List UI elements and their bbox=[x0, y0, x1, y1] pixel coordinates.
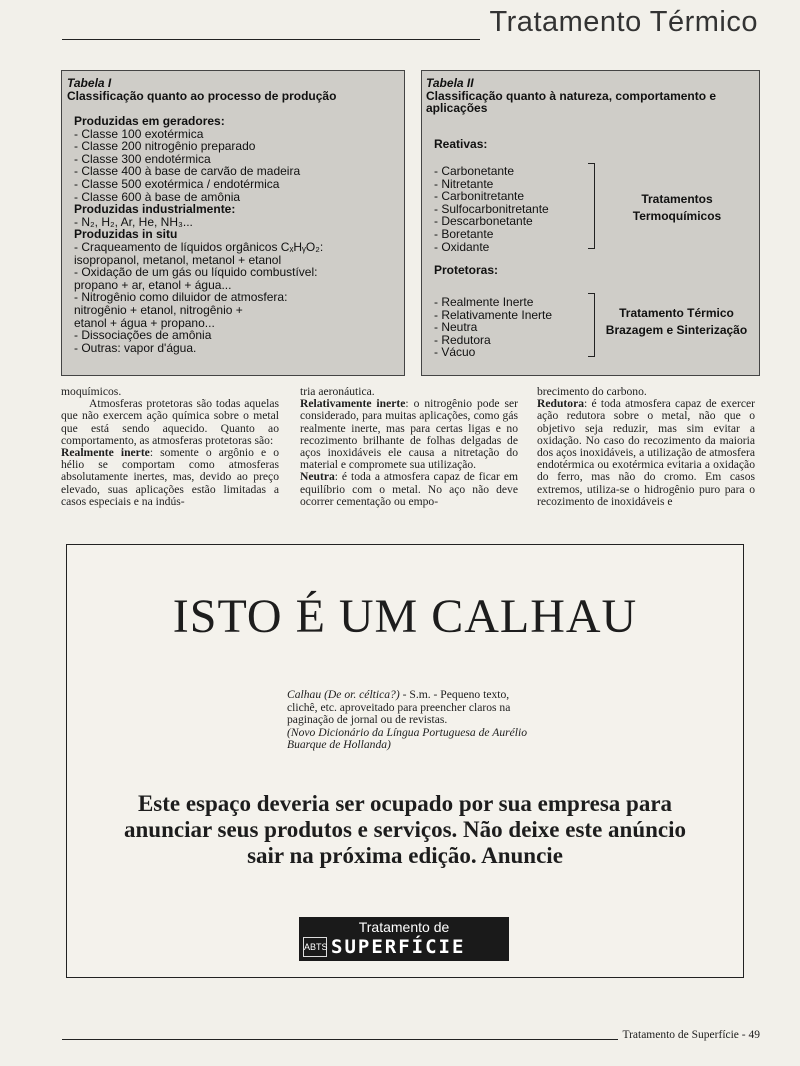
table-1-line: nitrogênio + etanol, nitrogênio + bbox=[74, 302, 243, 317]
reativas-item: - Oxidante bbox=[434, 239, 490, 254]
table-1-line: isopropanol, metanol, metanol + etanol bbox=[74, 252, 282, 267]
col2-p3-text: : é toda a atmosfera capaz de ficar em equilíbrio com o metal. No aço não deve ocorrer cementação ou empo- bbox=[300, 470, 518, 508]
ad-def-word: Calhau bbox=[287, 688, 322, 701]
ad-definition-text bbox=[287, 689, 531, 727]
ad-def-source: (Novo Dicionário da Língua Portuguesa de Aurélio Buarque de Hollanda) bbox=[287, 725, 528, 751]
col2-term-1: Relativamente inerte bbox=[300, 397, 406, 411]
table-1-line: - Outras: vapor d'água. bbox=[74, 340, 197, 355]
protetoras-label: Protetoras: bbox=[434, 263, 499, 277]
reativas-item: - Sulfocarbonitretante bbox=[434, 201, 549, 216]
col3-p2 bbox=[537, 398, 755, 508]
protetoras-item: - Relativamente Inerte bbox=[434, 307, 553, 322]
text-column-3 bbox=[537, 386, 755, 508]
table-2 bbox=[421, 70, 760, 376]
reativas-group bbox=[602, 191, 752, 225]
table-1-line: - Oxidação de um gás ou líquido combustível: bbox=[74, 265, 318, 280]
protetoras-item: - Vácuo bbox=[434, 345, 476, 360]
table-1 bbox=[61, 70, 405, 376]
col1-p3 bbox=[61, 447, 279, 508]
table-1-line: - Classe 400 à base de carvão de madeira bbox=[74, 164, 301, 179]
col1-p3-text: : somente o argônio e o hélio se comportam como atmosferas absolutamente inertes, mas, devido ao preço elevado, suas aplicações estão limitadas a casos especiais e na indús- bbox=[61, 446, 279, 508]
table-1-line: - Classe 100 exotérmica bbox=[74, 126, 204, 141]
table-1-line: propano + ar, etanol + água... bbox=[74, 277, 232, 292]
table-1-line: Produzidas em geradores: bbox=[74, 114, 225, 128]
table-1-line: - Classe 600 à base de amônia bbox=[74, 189, 241, 204]
table-1-line: - N₂, H₂, Ar, He, NH₃... bbox=[74, 214, 193, 229]
ad-title: ISTO É UM CALHAU bbox=[172, 590, 638, 643]
ad-message: Este espaço deveria ser ocupado por sua empresa para anunciar seus produtos e serviços. Não deixe este anúncio sair na próxima edição. Anuncie bbox=[123, 791, 687, 868]
table-1-line: - Craqueamento de líquidos orgânicos CₓHᵧO₂: bbox=[74, 239, 324, 254]
table-1-line: - Classe 500 exotérmica / endotérmica bbox=[74, 176, 280, 191]
reativas-item: - Boretante bbox=[434, 226, 494, 241]
logo-brand: SUPERFÍCIE bbox=[331, 936, 466, 958]
reativas-group-line-2: Termoquímicos bbox=[632, 209, 722, 223]
col3-term: Redutora bbox=[537, 397, 585, 411]
table-1-line: etanol + água + propano... bbox=[74, 315, 215, 330]
superficie-logo bbox=[299, 917, 509, 961]
reativas-item: - Nitretante bbox=[434, 176, 494, 191]
col1-p1: moquímicos. bbox=[61, 385, 122, 398]
protetoras-item: - Redutora bbox=[434, 332, 491, 347]
protetoras-group-line-1: Tratamento Térmico bbox=[619, 306, 734, 320]
col2-p3 bbox=[300, 471, 518, 508]
logo-top-text: Tratamento de bbox=[358, 919, 450, 935]
table-2-caption: Tabela II bbox=[426, 76, 474, 90]
col1-p2: Atmosferas protetoras são todas aquelas que não exercem ação química sobre o metal que está sendo aquecido. Quanto ao comportamento, as atmosferas protetoras são: bbox=[61, 397, 279, 447]
table-1-line: Produzidas industrialmente: bbox=[74, 202, 236, 217]
header-rule bbox=[62, 39, 480, 40]
table-1-line: - Nitrogênio como diluidor de atmosfera: bbox=[74, 290, 288, 305]
logo-badge: ABTS bbox=[303, 937, 327, 957]
reativas-bracket bbox=[588, 163, 595, 249]
page-title: Tratamento Térmico bbox=[489, 6, 758, 38]
advertisement bbox=[66, 544, 744, 978]
table-1-line: - Classe 200 nitrogênio preparado bbox=[74, 139, 256, 154]
ad-def-origin: (De or. céltica?) bbox=[324, 688, 400, 701]
footer-rule bbox=[62, 1039, 618, 1040]
col2-term-2: Neutra bbox=[300, 470, 335, 484]
protetoras-group-line-2: Brazagem e Sinterização bbox=[605, 323, 748, 337]
reativas-item: - Carbonitretante bbox=[434, 189, 525, 204]
reativas-list bbox=[434, 165, 549, 253]
table-1-caption: Tabela I bbox=[67, 76, 112, 90]
text-column-1 bbox=[61, 386, 279, 508]
protetoras-item: - Realmente Inerte bbox=[434, 295, 534, 309]
table-2-title: Classificação quanto à natureza, comportamento e aplicações bbox=[426, 88, 717, 116]
col2-p1: tria aeronáutica. bbox=[300, 385, 375, 398]
reativas-item: - Carbonetante bbox=[434, 164, 515, 178]
col1-term: Realmente inerte bbox=[61, 446, 150, 460]
table-1-line: - Classe 300 endotérmica bbox=[74, 151, 211, 166]
protetoras-item: - Neutra bbox=[434, 320, 478, 335]
table-1-line: - Dissociações de amônia bbox=[74, 328, 212, 343]
protetoras-list bbox=[434, 296, 552, 359]
ad-def-body: - S.m. - Pequeno texto, clichê, etc. aproveitado para preencher claros na paginação de jornal ou de revistas. bbox=[287, 688, 511, 726]
table-1-title: Classificação quanto ao processo de produção bbox=[67, 88, 337, 103]
col2-p2-text: : o nitrogênio pode ser considerado, para muitas aplicações, como gás realmente inerte, mas para certas ligas e no recozimento brilhante de folhas delgadas de aços inoxidáveis ele causa a nitretação do material e compromete sua utilização. bbox=[300, 397, 518, 472]
reativas-label: Reativas: bbox=[434, 137, 488, 151]
protetoras-group bbox=[594, 305, 759, 339]
table-1-line: Produzidas in situ bbox=[74, 227, 178, 242]
text-column-2 bbox=[300, 386, 518, 508]
col2-p2 bbox=[300, 398, 518, 471]
col3-p2-text: : é toda atmosfera capaz de exercer ação redutora sobre o metal, não que o objetivo seja reduzir, mas sim evitar a oxidação. No caso do recozimento da maioria dos aços inoxidáveis, a utilização de atmosfera endotérmica ou exotérmica evitaria a oxidação do ferro, mas não do cromo. Em casos extremos, utiliza-se o hidrogênio puro para o recozimento de inoxidáveis e bbox=[537, 397, 755, 508]
ad-definition bbox=[287, 689, 531, 752]
reativas-group-line-1: Tratamentos bbox=[641, 192, 713, 206]
table-1-body bbox=[74, 115, 323, 354]
reativas-item: - Descarbonetante bbox=[434, 214, 533, 229]
page-footer: Tratamento de Superfície - 49 bbox=[622, 1029, 760, 1041]
col3-p1: brecimento do carbono. bbox=[537, 385, 647, 398]
